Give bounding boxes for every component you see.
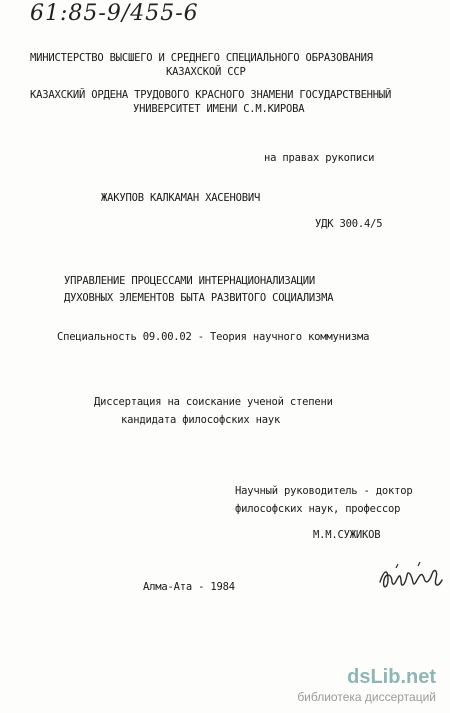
specialty: Специальность 09.00.02 - Теория научного коммунизма — [57, 331, 370, 343]
dissertation-line-2: кандидата философских наук — [121, 414, 281, 426]
university-line-2: УНИВЕРСИТЕТ ИМЕНИ С.М.КИРОВА — [133, 103, 305, 115]
advisor-line-2: философских наук, профессор — [235, 503, 401, 515]
advisor-name: М.М.СУЖИКОВ — [313, 529, 381, 541]
dissertation-line-1: Диссертация на соискание ученой степени — [94, 396, 333, 408]
manuscript-rights: на правах рукописи — [264, 152, 375, 164]
advisor-line-1: Научный руководитель - доктор — [235, 485, 413, 497]
university-line-1: КАЗАХСКИЙ ОРДЕНА ТРУДОВОГО КРАСНОГО ЗНАМЕНИ ГОСУДАРСТВЕННЫЙ — [30, 89, 392, 101]
title-line-2: ДУХОВНЫХ ЭЛЕМЕНТОВ БЫТА РАЗВИТОГО СОЦИАЛИЗМА — [64, 292, 334, 304]
watermark-logo: dsLib.net — [347, 666, 436, 688]
udc-code: УДК 300.4/5 — [315, 218, 383, 230]
title-line-1: УПРАВЛЕНИЕ ПРОЦЕССАМИ ИНТЕРНАЦИОНАЛИЗАЦИИ — [64, 275, 315, 287]
handwritten-signature — [376, 560, 446, 596]
watermark-subtitle: библиотека диссертаций — [297, 690, 436, 704]
place-and-year: Алма-Ата - 1984 — [143, 581, 235, 593]
ministry-line-1: МИНИСТЕРСТВО ВЫСШЕГО И СРЕДНЕГО СПЕЦИАЛЬНОГО ОБРАЗОВАНИЯ — [30, 52, 373, 64]
ministry-line-2: КАЗАХСКОЙ ССР — [166, 66, 246, 78]
handwritten-archive-code: 61:85-9/455-6 — [30, 1, 199, 26]
author-name: ЖАКУПОВ КАЛКАМАН ХАСЕНОВИЧ — [101, 192, 261, 204]
